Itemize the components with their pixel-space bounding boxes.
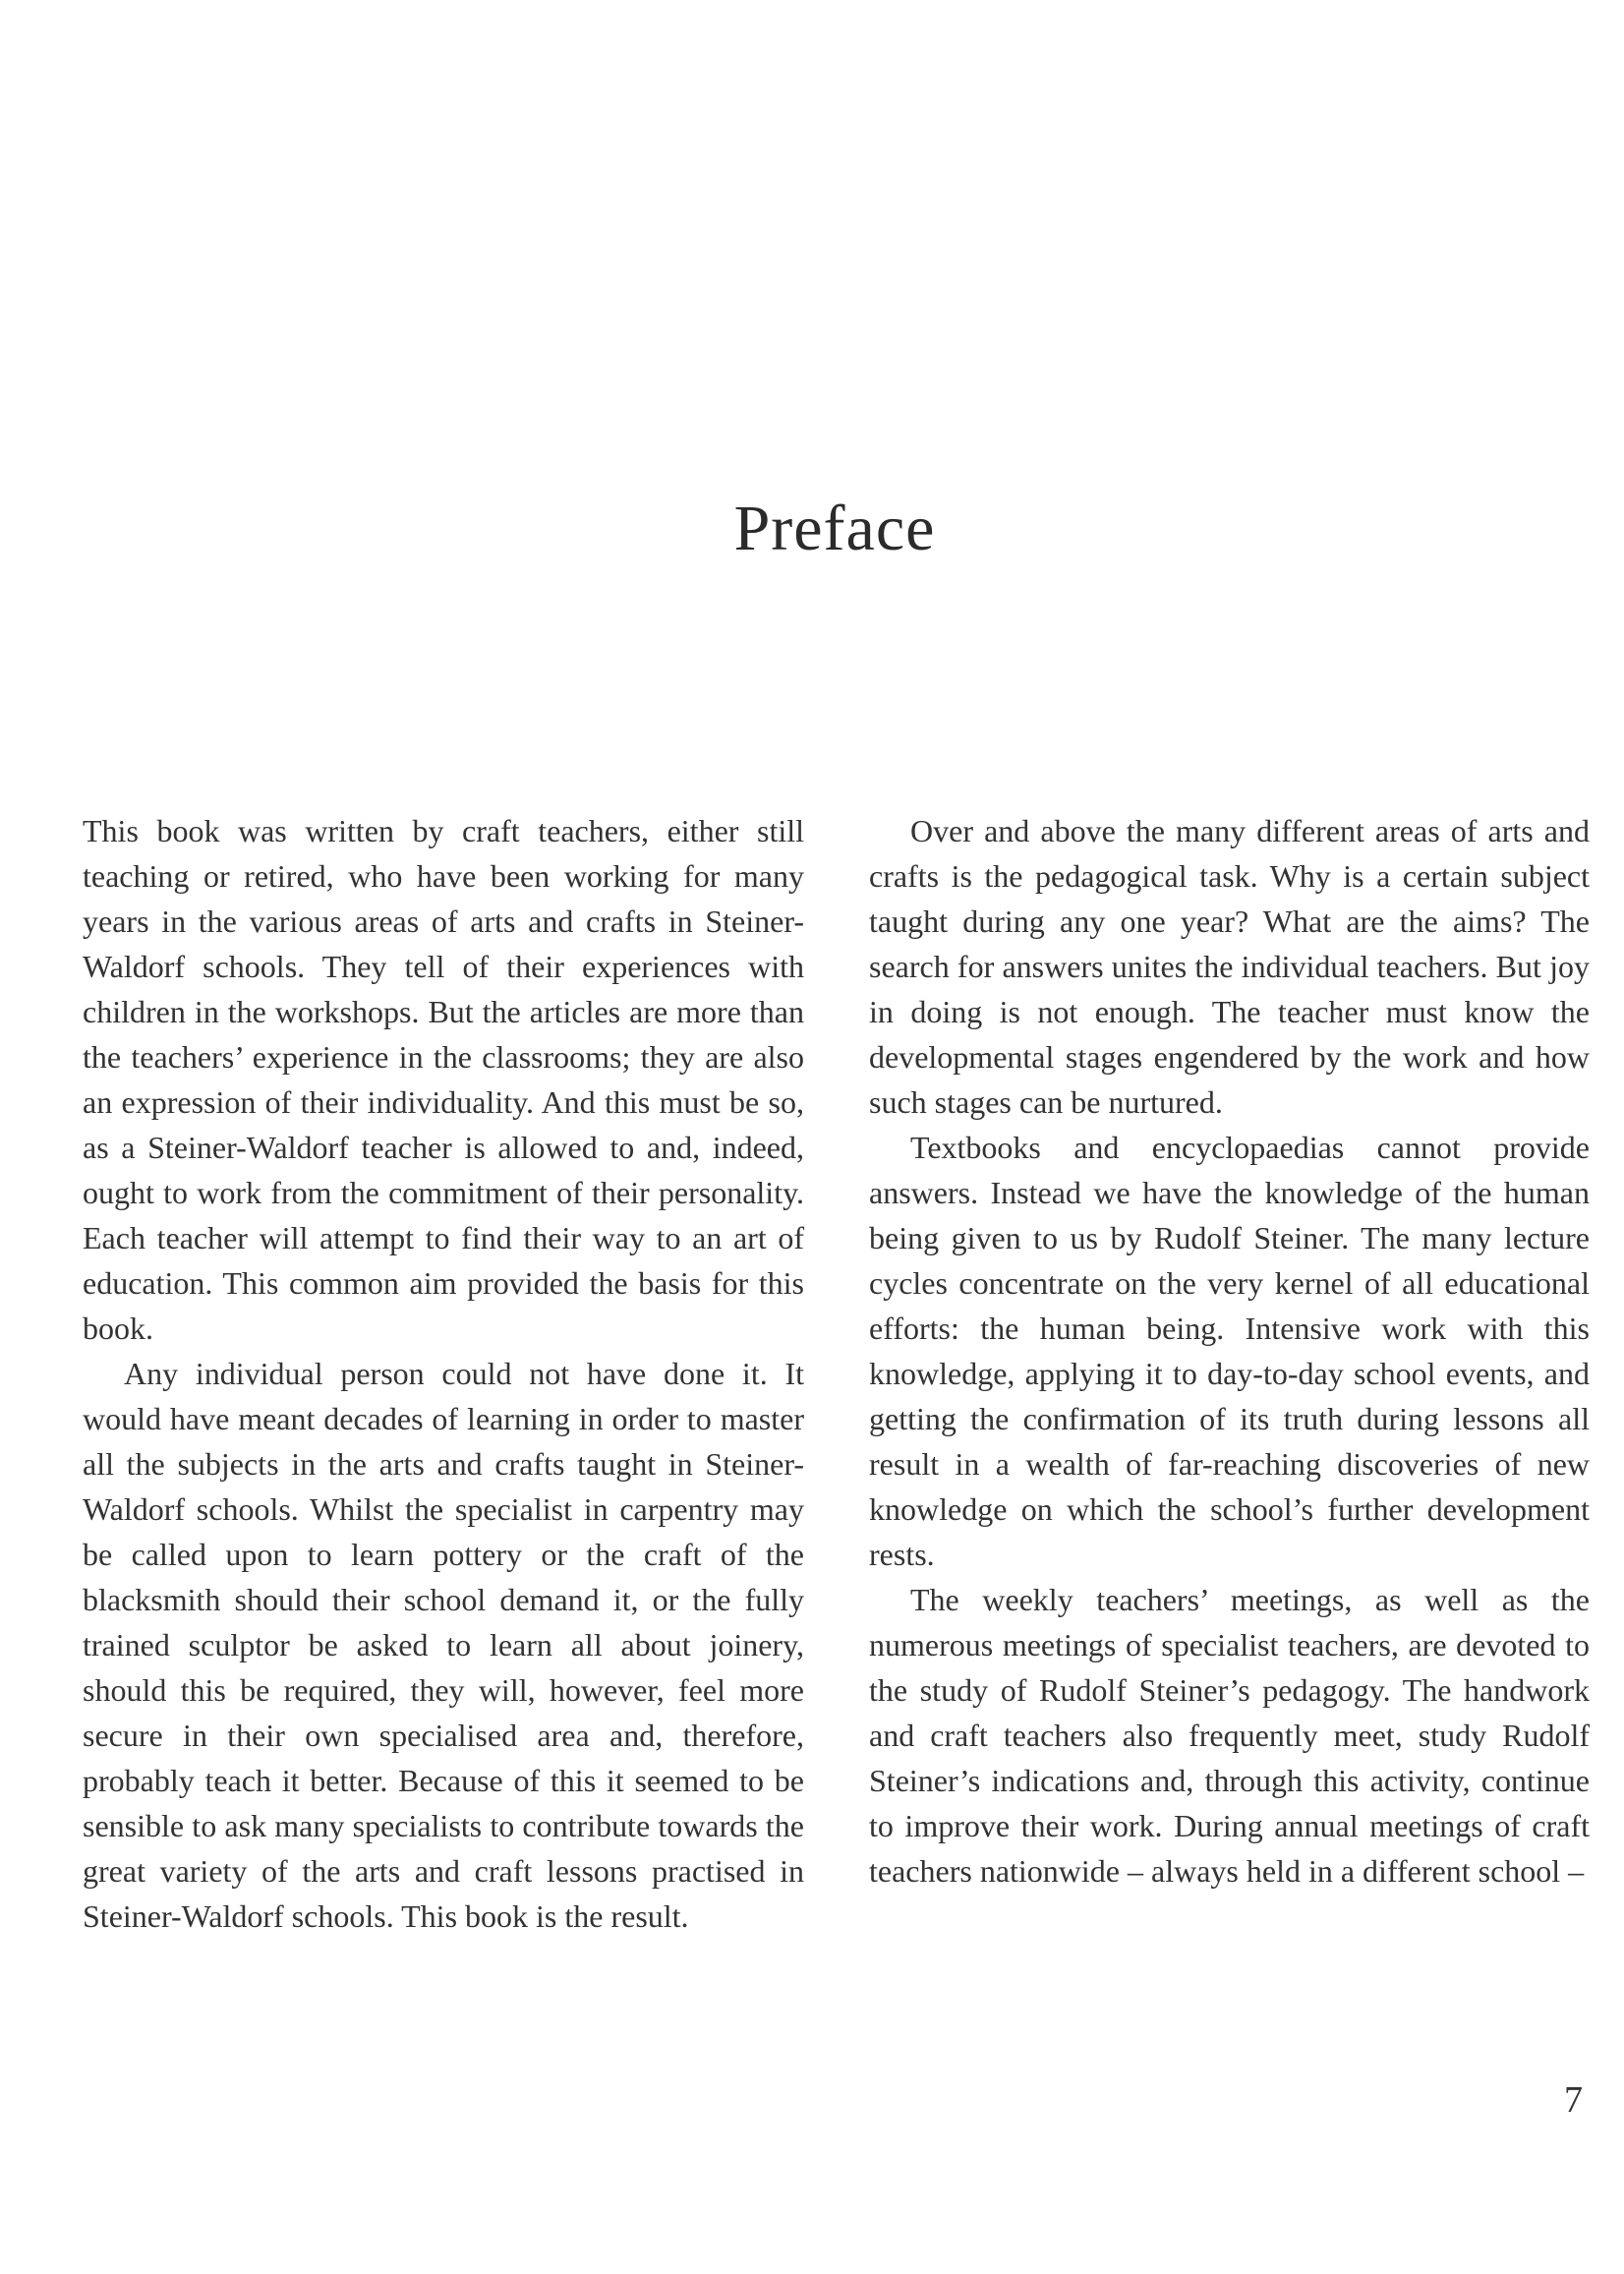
right-column [869, 808, 1590, 1894]
paragraph: Over and above the many different areas of arts and crafts is the pedagogical task. Why is a certain subject taught during any one year? What are the aims? The search for answers unites the individual teachers. But joy in doing is not enough. The teacher must know the developmental stages engendered by the work and how such stages can be nurtured. [869, 813, 1590, 1120]
paragraph: Any individual person could not have done it. It would have meant decades of learning in order to master all the subjects in the arts and crafts taught in Steiner-Waldorf schools. Whilst the specialist in carpentry may be called upon to learn pottery or the craft of the blacksmith should their school demand it, or the fully trained sculptor be asked to learn all about joinery, should this be required, they will, however, feel more secure in their own specialised area and, therefore, probably teach it better. Because of this it seemed to be sensible to ask many specialists to contribute towards the great variety of the arts and craft lessons practised in Steiner-Waldorf schools. This book is the result. [83, 1356, 804, 1934]
paragraph: The weekly teachers’ meetings, as well as the numerous meetings of specialist teachers, are devoted to the study of Rudolf Steiner’s pedagogy. The handwork and craft teachers also frequently meet, study Rudolf Steiner’s indications and, through this activity, continue to improve their work. During annual meetings of craft teachers nationwide – always held in a different school – [869, 1582, 1590, 1889]
paragraph: Textbooks and encyclopaedias cannot provide answers. Instead we have the knowledge of the human being given to us by Rudolf Steiner. The many lecture cycles concentrate on the very kernel of all educational efforts: the human being. Intensive work with this knowledge, applying it to day-to-day school events, and getting the confirmation of its truth during lessons all result in a wealth of far-reaching discoveries of new knowledge on which the school’s further development rests. [869, 1130, 1590, 1572]
page-title: Preface [733, 493, 936, 564]
page-number: 7 [1564, 2079, 1583, 2121]
paragraph: This book was written by craft teachers, either still teaching or retired, who have been working for many years in the various areas of arts and crafts in Steiner-Waldorf schools. They tell of their experiences with children in the workshops. But the articles are more than the teachers’ experience in the classrooms; they are also an expression of their individuality. And this must be so, as a Steiner-Waldorf teacher is allowed to and, indeed, ought to work from the commitment of their personality. Each teacher will attempt to find their way to an art of education. This common aim provided the basis for this book. [83, 813, 804, 1346]
left-column [83, 808, 804, 1939]
